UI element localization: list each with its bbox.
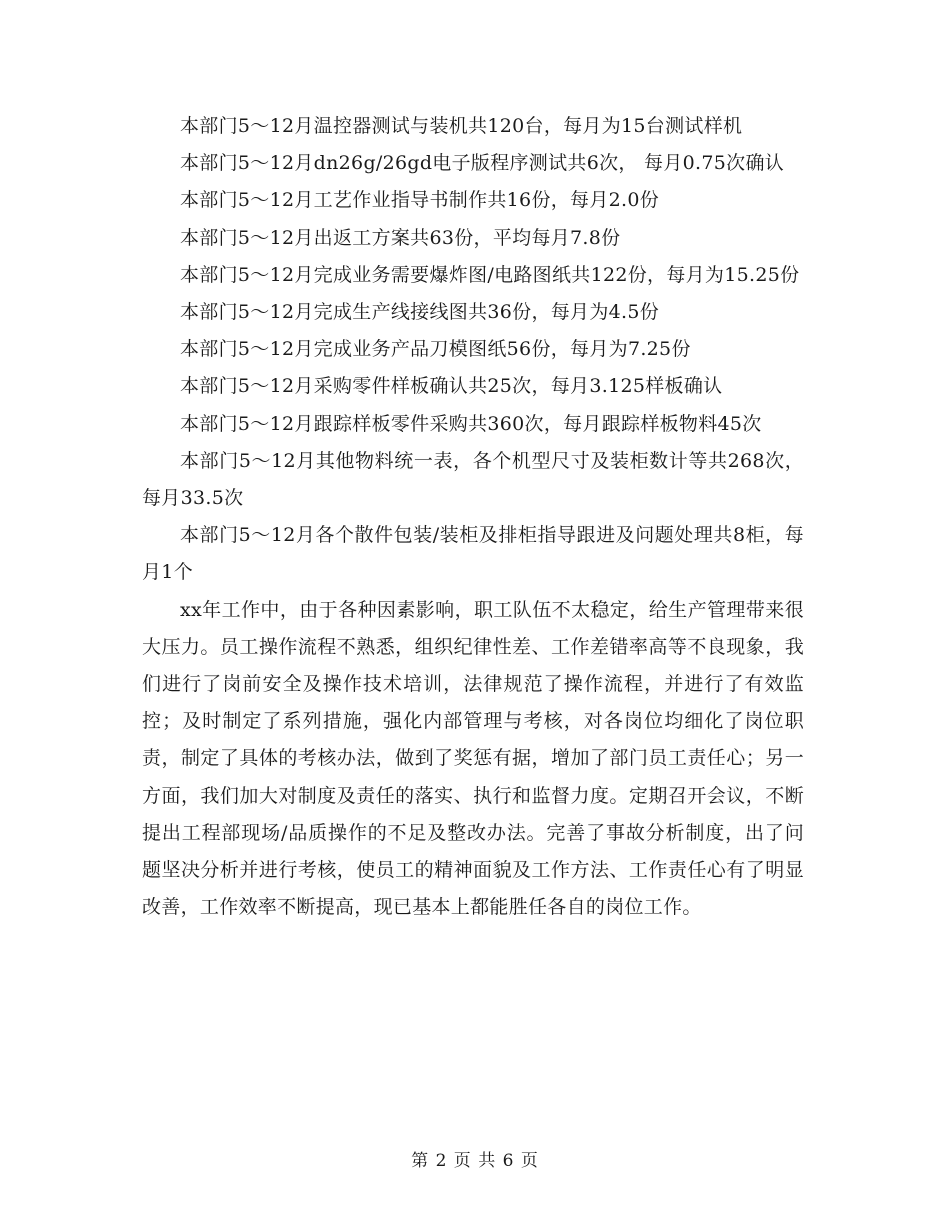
paragraph-annual-management: xx年工作中，由于各种因素影响，职工队伍不太稳定，给生产管理带来很大压力。员工操作流程不熟悉，组织纪律性差、工作差错率高等不良现象，我们进行了岗前安全及操作技术培训，法律规范了操作流程，并进行了有效监控；及时制定了系列措施，强化内部管理与考核，对各岗位均细化了岗位职责，制定了具体的考核办法，做到了奖惩有据，增加了部门员工责任心；另一方面，我们加大对制度及责任的落实、执行和监督力度。定期召开会议，不断提出工程部现场/品质操作的不足及整改办法。完善了事故分析制度，出了问题坚决分析并进行考核，使员工的精神面貌及工作方法、工作责任心有了明显改善，工作效率不断提高，现已基本上都能胜任各自的岗位工作。 [142, 598, 804, 919]
paragraph-sample-confirmation: 本部门5～12月采购零件样板确认共25次，每月3.125样板确认 [180, 375, 723, 398]
paragraph-thermostat-testing: 本部门5～12月温控器测试与装机共120台，每月为15台测试样机 [180, 115, 743, 137]
paragraph-exploded-drawings: 本部门5～12月完成业务需要爆炸图/电路图纸共122份，每月为15.25份 [180, 263, 800, 286]
paragraph-sample-procurement: 本部门5～12月跟踪样板零件采购共360次，每月跟踪样板物料45次 [180, 412, 762, 435]
paragraph-material-table: 本部门5～12月其他物料统一表，各个机型尺寸及装柜数计等共268次，每月33.5次 [142, 449, 804, 510]
paragraph-wiring-diagrams: 本部门5～12月完成生产线接线图共36份，每月为4.5份 [180, 301, 660, 324]
paragraph-die-cut-drawings: 本部门5～12月完成业务产品刀模图纸56份，每月为7.25份 [180, 338, 691, 361]
paragraph-program-testing: 本部门5～12月dn26g/26gd电子版程序测试共6次， 每月0.75次确认 [180, 152, 785, 175]
paragraph-process-instructions: 本部门5～12月工艺作业指导书制作共16份，每月2.0份 [180, 189, 660, 212]
paragraph-rework-plans: 本部门5～12月出返工方案共63份，平均每月7.8份 [180, 226, 621, 249]
document-body [142, 108, 804, 926]
paragraph-packing-guidance: 本部门5～12月各个散件包装/装柜及排柜指导跟进及问题处理共8柜，每月1个 [142, 524, 804, 584]
page-number-footer: 第 2 页 共 6 页 [411, 1151, 539, 1171]
